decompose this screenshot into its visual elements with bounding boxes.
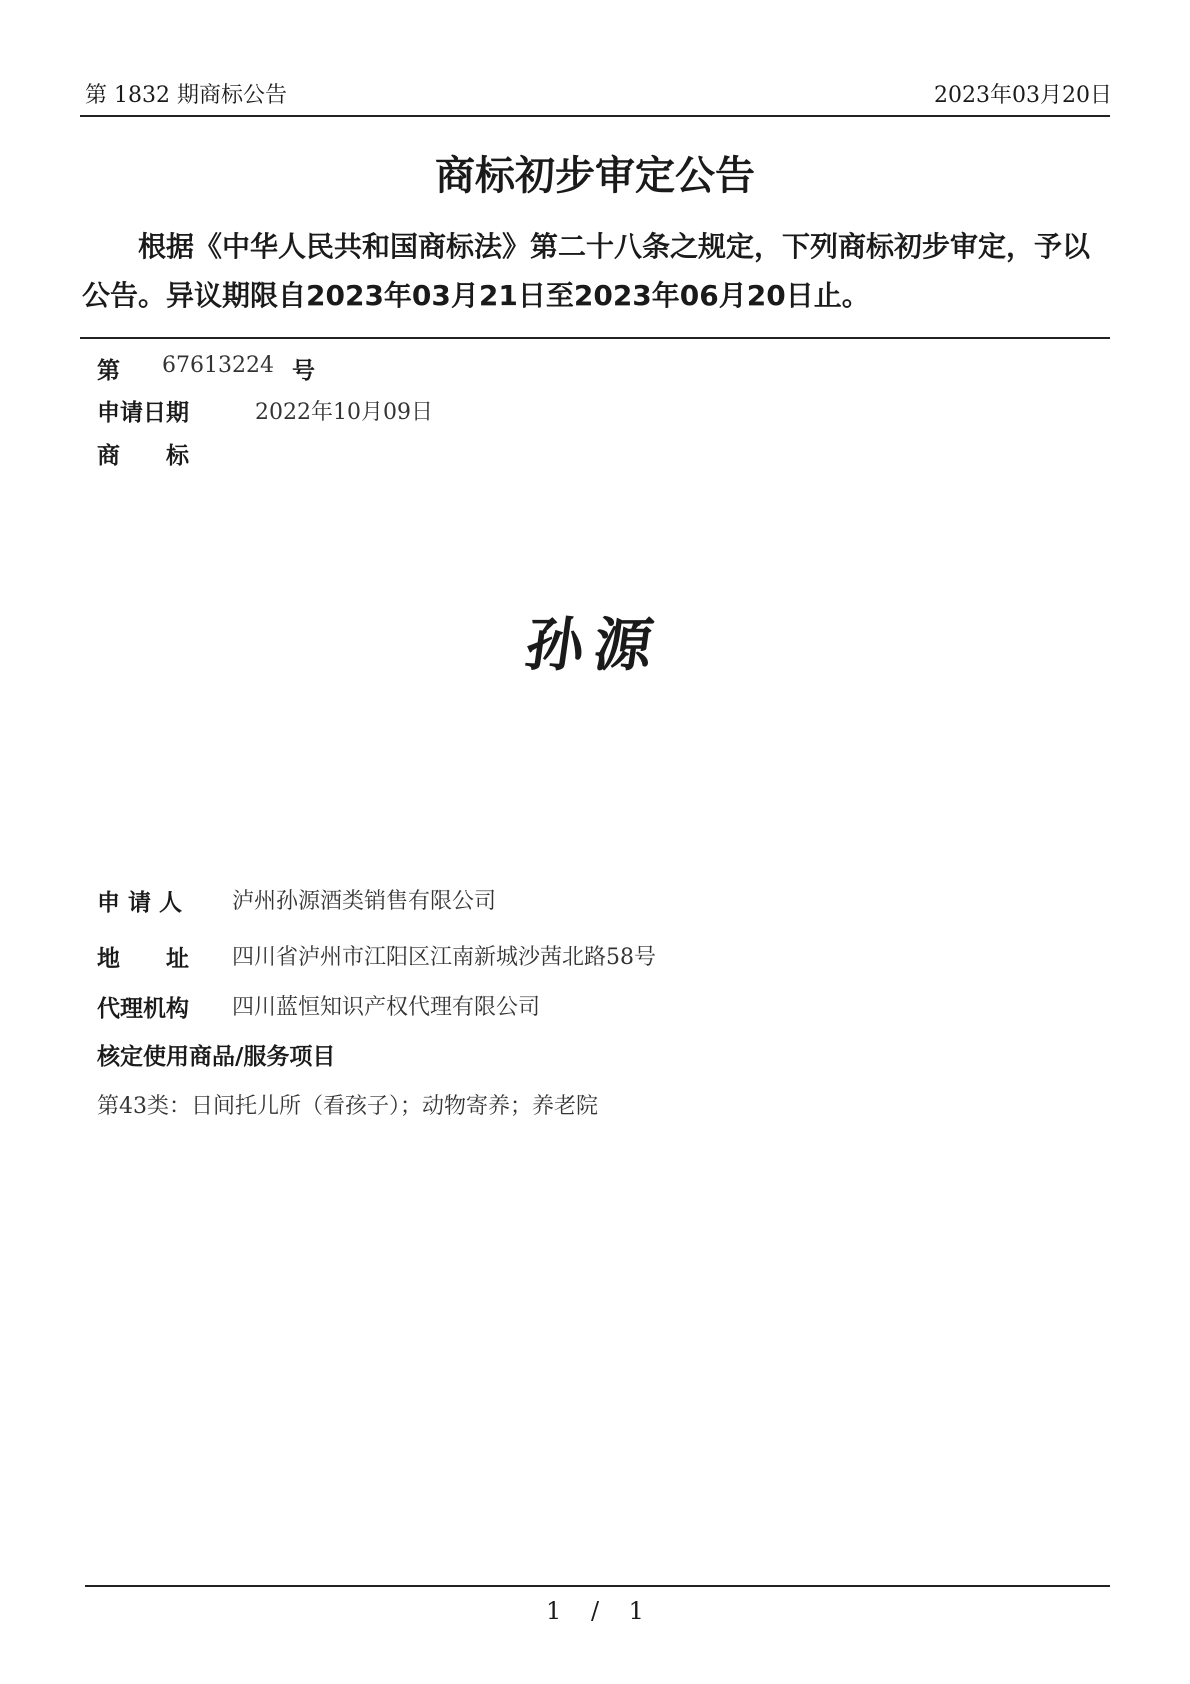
number-suffix: 号 [292, 358, 315, 384]
section-divider [80, 337, 1110, 339]
apply-date-value: 2022年10月09日 [255, 400, 433, 425]
agent-label: 代理机构 [97, 996, 189, 1022]
agent-value: 四川蓝恒知识产权代理有限公司 [232, 995, 541, 1020]
issue-date: 2023年03月20日 [934, 83, 1112, 108]
footer-divider [85, 1585, 1110, 1587]
mark-label: 商 标 [97, 443, 189, 469]
trademark-image: 孙源 [521, 611, 668, 679]
address-label: 地 址 [97, 946, 189, 972]
page-indicator: 1 / 1 [546, 1597, 644, 1625]
goods-value: 第43类：日间托儿所（看孩子）；动物寄养；养老院 [97, 1094, 598, 1119]
header-divider [80, 115, 1110, 117]
page-title: 商标初步审定公告 [435, 153, 755, 199]
applicant-label: 申 请 人 [97, 890, 183, 916]
applicant-value: 泸州孙源酒类销售有限公司 [232, 889, 497, 914]
goods-label: 核定使用商品/服务项目 [97, 1044, 336, 1070]
number-prefix: 第 [97, 358, 120, 384]
intro-paragraph: 根据《中华人民共和国商标法》第二十八条之规定，下列商标初步审定，予以公告。异议期限自2023年03月21日至2023年06月20日止。 [82, 230, 1091, 312]
issue-number: 第 1832 期商标公告 [85, 83, 287, 108]
address-value: 四川省泸州市江阳区江南新城沙茜北路58号 [232, 945, 656, 970]
registration-number: 67613224 [162, 353, 274, 378]
apply-date-label: 申请日期 [97, 400, 189, 426]
